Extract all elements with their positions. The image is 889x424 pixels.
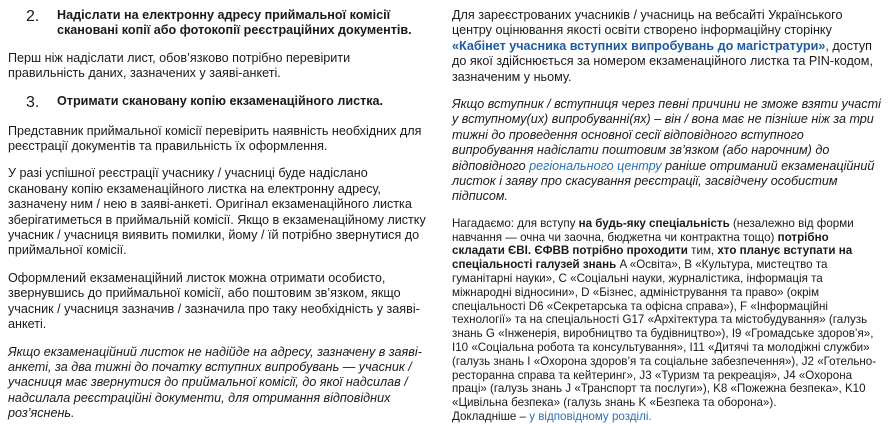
right-column (452, 8, 882, 424)
bold-text: хто планує вступати на спеціальності галузей знань (452, 244, 853, 272)
step-number: 3. (26, 93, 40, 111)
step-number: 2. (26, 8, 40, 25)
step-3 (8, 94, 426, 112)
more-info (452, 410, 882, 424)
text: Якщо вступник / вступниця через певні причини не зможе взяти участі у вступному(их) випробуванні(ях) – він / вона має не пізніше ніж за три тижні до проведення основної сесії відповідного вступного випробування надіслати поштовим зв’язком (або нарочним) до відповідного (452, 97, 881, 173)
paragraph: У разі успішної реєстрації учаснику / учасниці буде надіслано скановану копію екзаменаційного листка на електронну адресу, зазначену ним / нею в заяві-анкеті. Оригінал екзаменаційного листка зберігатиметься в приймальній комісії. Якщо в екзаменаційному листку учасник / учасниця виявить помилки, йому / їй потрібно звернутися до приймальної комісії. (8, 166, 426, 258)
text: Нагадаємо: для вступу (452, 216, 579, 230)
step-2 (8, 8, 426, 39)
bold-text: на будь-яку спеціальність (578, 216, 730, 230)
reminder-block (452, 217, 882, 424)
cabinet-link[interactable]: «Кабінет учасника вступних випробувань до магістратури» (452, 38, 826, 53)
text: (незалежно від форми навчання — очна чи заочна, бюджетна чи контрактна тощо) (452, 216, 854, 244)
step-title: Отримати скановану копію екзаменаційного листка. (57, 93, 384, 108)
italic-note: Якщо екзаменаційний листок не надійде на адресу, зазначену в заяві-анкеті, за два тижні до початку вступних випробувань — учасник / учасниця має звернутися до приймальної комісії, до якої надсилав / надсилала реєстраційні документи, для отримання відповідних роз’яснень. (8, 344, 422, 421)
text: Для зареєстрованих учасників / учасниць на вебсайті Українського центру оцінювання якості освіти створено інформаційну сторінку (452, 8, 843, 38)
text: Докладніше – (452, 410, 530, 424)
left-column (8, 8, 426, 422)
bold-text: потрібно складати ЄВІ. ЄФВВ потрібно проходити (452, 230, 829, 258)
step-title: Надіслати на електронну адресу приймальної комісії скановані копії або фотокопії реєстраційних документів. (57, 8, 412, 38)
paragraph: Перш ніж надіслати лист, обов’язково потрібно перевірити правильність даних, зазначених у заяві-анкеті. (8, 50, 351, 81)
paragraph (452, 8, 882, 85)
paragraph: Представник приймальної комісії перевірить наявність необхідних для реєстрації документів та правильність їх оформлення. (8, 123, 422, 154)
section-link[interactable]: у відповідному розділі. (529, 410, 652, 424)
italic-note (452, 97, 882, 205)
text: , доступ до якої здійснюється за номером екзаменаційного листка та PIN-кодом, зазначеним у ньому. (452, 38, 873, 84)
text: раніше отриманий екзаменаційний листок і заяву про скасування реєстрації, засвідчену особистим підписом. (452, 158, 875, 204)
text: A «Освіта», B «Культура, мистецтво та гуманітарні науки», C «Соціальні науки, журналістика, інформація та міжнародні відносини», D «Бізнес, адміністрування та право» (окрім спеціальності D6 «Секретарська та офісна справа»), F «Інформаційні технології» та на спеціальності G17 «Архітектура та містобудування» (галузь знань G «Інженерія, виробництво та будівництво»), I9 «Громадське здоров’я», I10 «Соціальна робота та консультування», I11 «Дитячі та молодіжні служби» (галузь знань I «Охорона здоров’я та соціальне забезпечення»), J2 «Готельно-ресторанна справа та кейтеринг», J3 «Туризм та рекреація», J4 «Охорона праці» (галузь знань J «Транспорт та послуги»), K8 «Пожежна безпека», K10 «Цивільна безпека» (галузь знань K «Безпека та оборона»). (452, 258, 877, 410)
reminder-text (452, 217, 882, 410)
text: тим, (687, 244, 718, 258)
paragraph: Оформлений екзаменаційний листок можна отримати особисто, звернувшись до приймальної комісії, або поштовим зв’язком, якщо учасник / учасниця зазначив / зазначила про таку необхідність у заяві-анкеті. (8, 270, 420, 332)
regional-center-link[interactable]: регіонального центру (529, 158, 662, 173)
